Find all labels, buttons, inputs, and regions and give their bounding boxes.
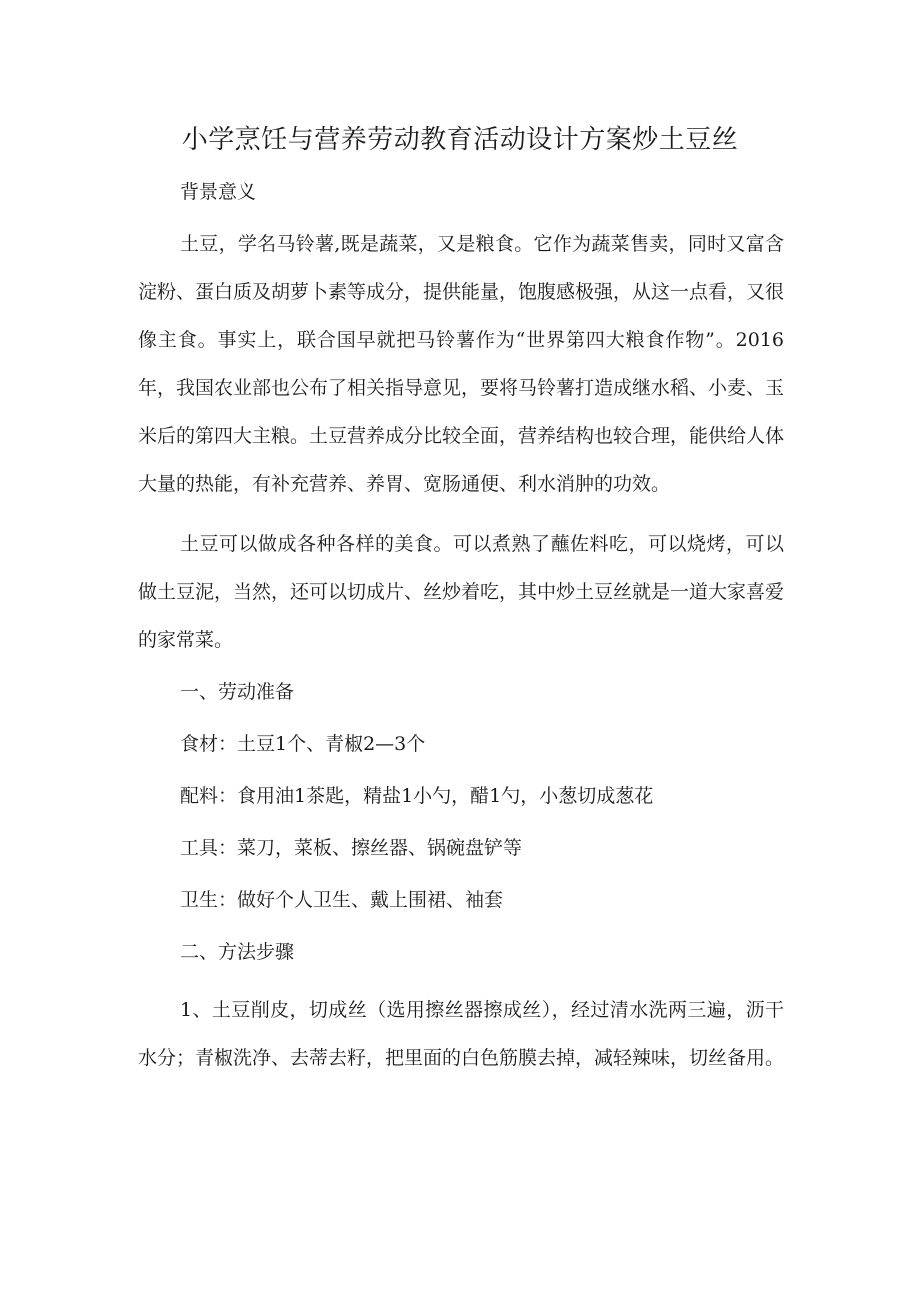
document-title: 小学烹饪与营养劳动教育活动设计方案炒土豆丝 [181,125,739,155]
paragraph-intro: 土豆，学名马铃薯,既是蔬菜，又是粮食。它作为蔬菜售卖，同时又富含淀粉、蛋白质及胡萝卜素等成分，提供能量，饱腹感极强，从这一点看，又很像主食。事实上，联合国早就把马铃薯作为“世界第四大粮食作物”。2016年，我国农业部也公布了相关指导意见，要将马铃薯打造成继水稻、小麦、玉米后的第四大主粮。土豆营养成分比较全面，营养结构也较合理，能供给人体大量的热能，有补充营养、养胃、宽肠通便、利水消肿的功效。 [138,233,785,495]
paragraph-dishes: 土豆可以做成各种各样的美食。可以煮熟了蘸佐料吃，可以烧烤，可以做土豆泥，当然，还可以切成片、丝炒着吃，其中炒土豆丝就是一道大家喜爱的家常菜。 [138,533,785,651]
section-heading-steps: 二、方法步骤 [180,941,295,963]
step-item: 1、土豆削皮，切成丝（选用擦丝器擦成丝），经过清水洗两三遍，沥干水分；青椒洗净、去蒂去籽，把里面的白色筋膜去掉，减轻辣味，切丝备用。 [138,999,785,1069]
prep-item-tools: 工具：菜刀，菜板、擦丝器、锅碗盘铲等 [180,837,523,859]
prep-item-ingredients: 食材：土豆1个、青椒2—3个 [180,733,426,755]
document-body [138,170,784,1082]
prep-item-seasonings: 配料：食用油1茶匙，精盐1小勺，醋1勺，小葱切成葱花 [180,785,654,807]
section-heading-preparation: 一、劳动准备 [180,681,295,703]
prep-item-hygiene: 卫生：做好个人卫生、戴上围裙、袖套 [180,889,504,911]
section-heading-background: 背景意义 [180,181,257,203]
